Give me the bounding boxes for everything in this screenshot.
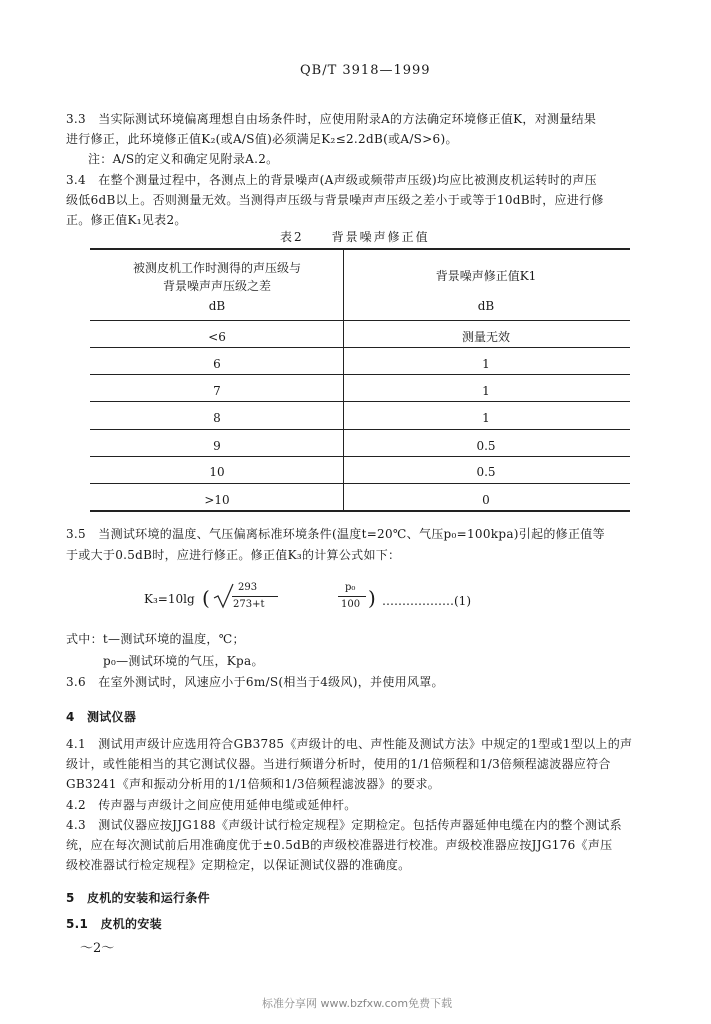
para-3-5-line2: 于或大于0.5dB时，应进行修正。修正值K₃的计算公式如下： bbox=[66, 548, 401, 562]
formula-paren-open: ( bbox=[202, 586, 210, 610]
formula-numerator-2: p₀ bbox=[345, 582, 356, 593]
para-3-5-line1: 3.5 当测试环境的温度、气压偏离标准环境条件(温度t=20℃、气压p₀=100kpa)引起的修正值等 bbox=[66, 527, 605, 541]
table-row-rule bbox=[90, 483, 630, 484]
where-line1: 式中：t—测试环境的温度，℃； bbox=[66, 632, 245, 646]
table-row-7-diff: >10 bbox=[204, 493, 230, 507]
col1-header-line1: 被测皮机工作时测得的声压级与 bbox=[132, 261, 301, 275]
table-bottom-rule bbox=[90, 510, 630, 512]
table-row-rule bbox=[90, 347, 630, 348]
table-row-4-k1: 1 bbox=[482, 411, 490, 425]
table-title: 表2 背景噪声修正值 bbox=[280, 230, 430, 244]
table-row-7-k1: 0 bbox=[482, 493, 490, 507]
para-3-4-line3: 正。修正值K₁见表2。 bbox=[66, 213, 187, 227]
table-row-5-diff: 9 bbox=[213, 439, 221, 453]
table-row-2-diff: 6 bbox=[213, 357, 221, 371]
para-4-3-line2: 统，应在每次测试前后用准确度优于±0.5dB的声级校准器进行校准。声级校准器应按JJG176《声压 bbox=[66, 838, 613, 852]
table-row-rule bbox=[90, 401, 630, 402]
page-number: ～2～ bbox=[80, 941, 115, 956]
table-row-4-diff: 8 bbox=[213, 411, 221, 425]
para-4-2: 4.2 传声器与声级计之间应使用延伸电缆或延伸杆。 bbox=[66, 798, 357, 812]
fraction-bar bbox=[232, 596, 278, 597]
formula-numerator-1: 293 bbox=[238, 582, 258, 593]
table-column-divider bbox=[343, 249, 344, 511]
page-header: QB/T 3918—1999 bbox=[300, 63, 431, 78]
col2-header-unit: dB bbox=[477, 299, 495, 313]
para-4-1-line2: 级计，或性能相当的其它测试仪器。当进行频谱分析时，使用的1/1倍频程和1/3倍频程滤波器应符合 bbox=[66, 757, 611, 771]
table-row-rule bbox=[90, 374, 630, 375]
table-row-3-k1: 1 bbox=[482, 384, 490, 398]
section-5-1-heading: 5.1 皮机的安装 bbox=[66, 917, 162, 931]
col1-header-unit: dB bbox=[208, 299, 226, 313]
para-4-3-line3: 级校准器试行检定规程》定期检定，以保证测试仪器的准确度。 bbox=[66, 858, 411, 872]
formula-denominator-1: 273+t bbox=[233, 599, 265, 610]
table-row-1-k1: 测量无效 bbox=[461, 330, 510, 344]
table-header-rule bbox=[90, 320, 630, 321]
para-4-3-line1: 4.3 测试仪器应按JJG188《声级计试行检定规程》定期检定。包括传声器延伸电缆在内的整个测试系 bbox=[66, 818, 622, 832]
para-3-3-line1: 3.3 当实际测试环境偏离理想自由场条件时，应使用附录A的方法确定环境修正值K，对测量结果 bbox=[66, 112, 597, 126]
para-4-1-line3: GB3241《声和振动分析用的1/1倍频和1/3倍频程滤波器》的要求。 bbox=[66, 777, 441, 791]
para-3-6: 3.6 在室外测试时，风速应小于6m/S(相当于4级风)，并使用风罩。 bbox=[66, 675, 444, 689]
table-row-2-k1: 1 bbox=[482, 357, 490, 371]
table-row-rule bbox=[90, 456, 630, 457]
para-3-3-line2: 进行修正，此环境修正值K₂(或A/S值)必须满足K₂≤2.2dB(或A/S>6)。 bbox=[66, 132, 458, 146]
table-row-6-k1: 0.5 bbox=[476, 465, 496, 479]
table-top-rule bbox=[90, 248, 630, 250]
section-4-heading: 4 测试仪器 bbox=[66, 710, 137, 724]
para-4-1-line1: 4.1 测试用声级计应选用符合GB3785《声级计的电、声性能及测试方法》中规定的1型或1型以上的声 bbox=[66, 737, 633, 751]
section-5-heading: 5 皮机的安装和运行条件 bbox=[66, 891, 210, 905]
para-3-3-note: 注：A/S的定义和确定见附录A.2。 bbox=[88, 152, 279, 166]
table-row-rule bbox=[90, 429, 630, 430]
table-row-6-diff: 10 bbox=[209, 465, 225, 479]
table-row-5-k1: 0.5 bbox=[476, 439, 496, 453]
para-3-4-line1: 3.4 在整个测量过程中，各测点上的背景噪声(A声级或频带声压级)均应比被测皮机运转时的声压 bbox=[66, 173, 597, 187]
col1-header-line2: 背景噪声声压级之差 bbox=[162, 279, 271, 293]
formula-denominator-2: 100 bbox=[341, 599, 361, 610]
col2-header-line1: 背景噪声修正值K1 bbox=[435, 269, 537, 283]
table-row-1-diff: <6 bbox=[208, 330, 226, 344]
table-row-3-diff: 7 bbox=[213, 384, 221, 398]
where-line2: p₀—测试环境的气压，Kpa。 bbox=[103, 654, 264, 668]
formula-paren-close: ) bbox=[368, 586, 376, 610]
watermark: 标准分享网 www.bzfxw.com免费下载 bbox=[262, 997, 453, 1010]
formula-equation-number: ………………(1) bbox=[382, 594, 471, 608]
para-3-4-line2: 级低6dB以上。否则测量无效。当测得声压级与背景噪声声压级之差小于或等于10dB时，应进行修 bbox=[66, 193, 604, 207]
fraction-bar bbox=[338, 596, 366, 597]
formula-lhs: K₃=10lg bbox=[144, 592, 195, 606]
